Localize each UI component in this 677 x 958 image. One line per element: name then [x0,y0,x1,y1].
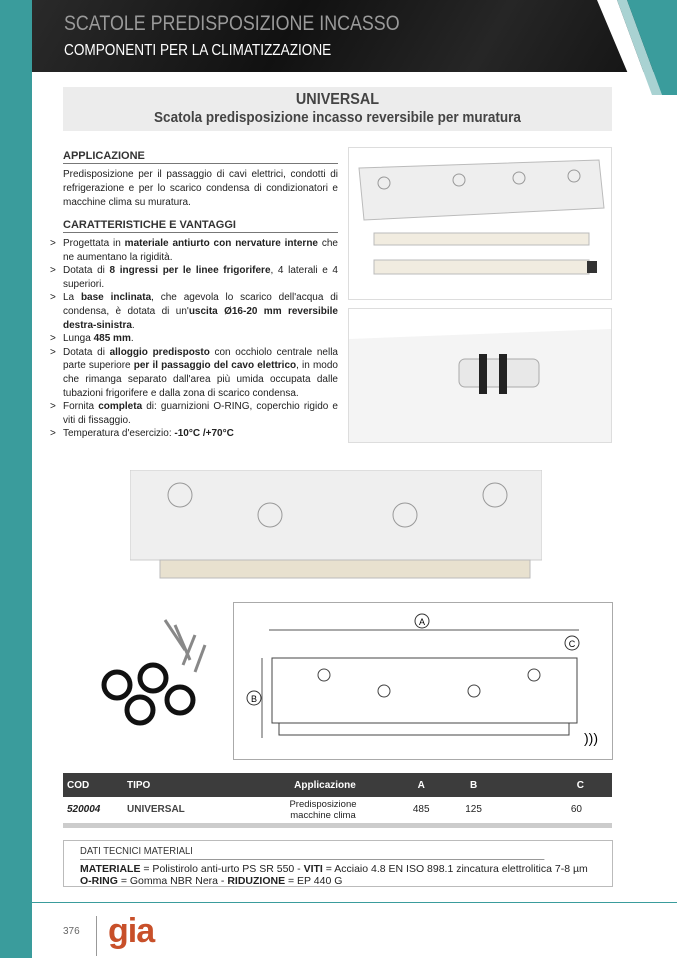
gia-logo: gia [108,912,155,950]
dim-label-c: C [568,639,576,649]
corner-decoration [597,0,677,95]
col-c: C [498,773,612,797]
text: di: guarnizioni O-RING, coperchio rigido e viti di fissaggio. [63,401,338,426]
bold-text: -10°C /+70°C [174,428,234,440]
applicazione-heading: APPLICAZIONE [63,150,338,164]
footer-divider [0,902,677,903]
cell-applicazione: Predisposizione macchine clima [253,797,393,825]
table-row [63,797,612,825]
cell-tipo: UNIVERSAL [123,797,253,825]
bold-text: RIDUZIONE [227,875,286,887]
text: = Acciaio 4.8 EN ISO 898.1 zincatura elettrolitica 7-8 µm [322,863,588,875]
bold-text: uscita Ø16-20 mm reversibile destra-sinistra [63,305,338,331]
text: Lunga [63,333,94,345]
product-table [63,773,612,828]
bold-text: VITI [303,863,323,875]
text: = Gomma NBR Nera - [117,875,228,887]
bold-text: alloggio predisposto [109,346,210,358]
section-subtitle: COMPONENTI PER LA CLIMATIZZAZIONE [64,42,332,59]
product-description: Scatola predisposizione incasso reversibile per muratura [154,109,521,126]
bold-text: per il passaggio del cavo elettrico [133,360,297,372]
applicazione-text: Predisposizione per il passaggio di cavi elettrici, condotti di refrigerazione e per lo scarico condensa di condizionatori e macchine clima su muratura. [63,169,338,208]
text: , in modo che rimanga separato dall'area più umida occupata dalle tubazioni frigorifere e dalla zona di scarico condensa. [63,360,338,399]
feature-item [63,291,338,332]
teal-side-bar [0,0,32,958]
text: . [131,319,135,331]
table-header-row [63,773,612,797]
product-photo-parts [348,147,612,300]
col-b: B [445,773,497,797]
feature-item [63,400,338,427]
text: , che agevola lo scarico dell'acqua di condensa, è dotata di un' [63,292,338,317]
feature-item [63,346,338,400]
dim-label-b: B [250,694,258,704]
text: Progettata in [63,238,125,249]
dim-label-a: A [418,617,426,627]
cell-a: 485 [393,797,445,825]
text: che ne aumentano la rigidità. [63,238,338,263]
text: . [130,333,134,345]
caratteristiche-heading: CARATTERISTICHE E VANTAGGI [63,219,338,233]
accessories-photo-orings-screws [95,610,220,735]
materials-line-2 [80,875,596,887]
cell-cod: 520004 [63,797,123,825]
materials-heading: DATI TECNICI MATERIALI [80,845,544,860]
page-header [32,0,677,72]
text: Dotata di [63,265,110,277]
col-tipo: TIPO [123,773,253,797]
col-cod: COD [63,773,123,797]
bold-text: completa [98,401,143,413]
bold-text: 8 ingressi per le linee frigorifere [109,265,271,277]
bold-text: MATERIALE [80,863,141,875]
col-a: A [393,773,445,797]
cell-b: 125 [445,797,497,825]
text: Dotata di [63,346,110,358]
section-title: SCATOLE PREDISPOSIZIONE INCASSO [64,12,400,35]
text: Temperatura d'esercizio: [63,428,175,440]
materials-box [63,840,613,887]
cell-c: 60 [498,797,612,825]
applicazione-section [63,150,338,210]
text: con occhiolo centrale nella parte superiore [63,346,338,372]
bold-text: 485 mm [93,333,131,345]
product-photo-outlet-detail [348,308,612,443]
technical-drawing [233,602,613,760]
text: La [63,292,81,304]
col-applicazione: Applicazione [253,773,393,797]
materials-line-1 [80,863,596,875]
bold-text: base inclinata [80,292,152,304]
product-title-box [63,87,612,131]
feature-item [63,332,338,346]
text: , 4 laterali e 4 superiori. [63,265,338,290]
bold-text: materiale antiurto con nervature interne [124,238,318,249]
feature-item [63,427,338,441]
product-photo-main [130,470,542,582]
text: Fornita [63,401,99,413]
features-list [63,237,338,441]
footer-separator [96,916,97,956]
feature-item [63,264,338,291]
text: = Polistirolo anti-urto PS SR 550 - [140,863,304,875]
bold-text: O-RING [80,875,118,887]
feature-item [63,237,338,264]
svg-text:))): ))) [584,730,598,746]
text: = EP 440 G [285,875,343,887]
page-number: 376 [63,926,80,937]
caratteristiche-section [63,219,338,441]
product-name: UNIVERSAL [295,91,380,108]
